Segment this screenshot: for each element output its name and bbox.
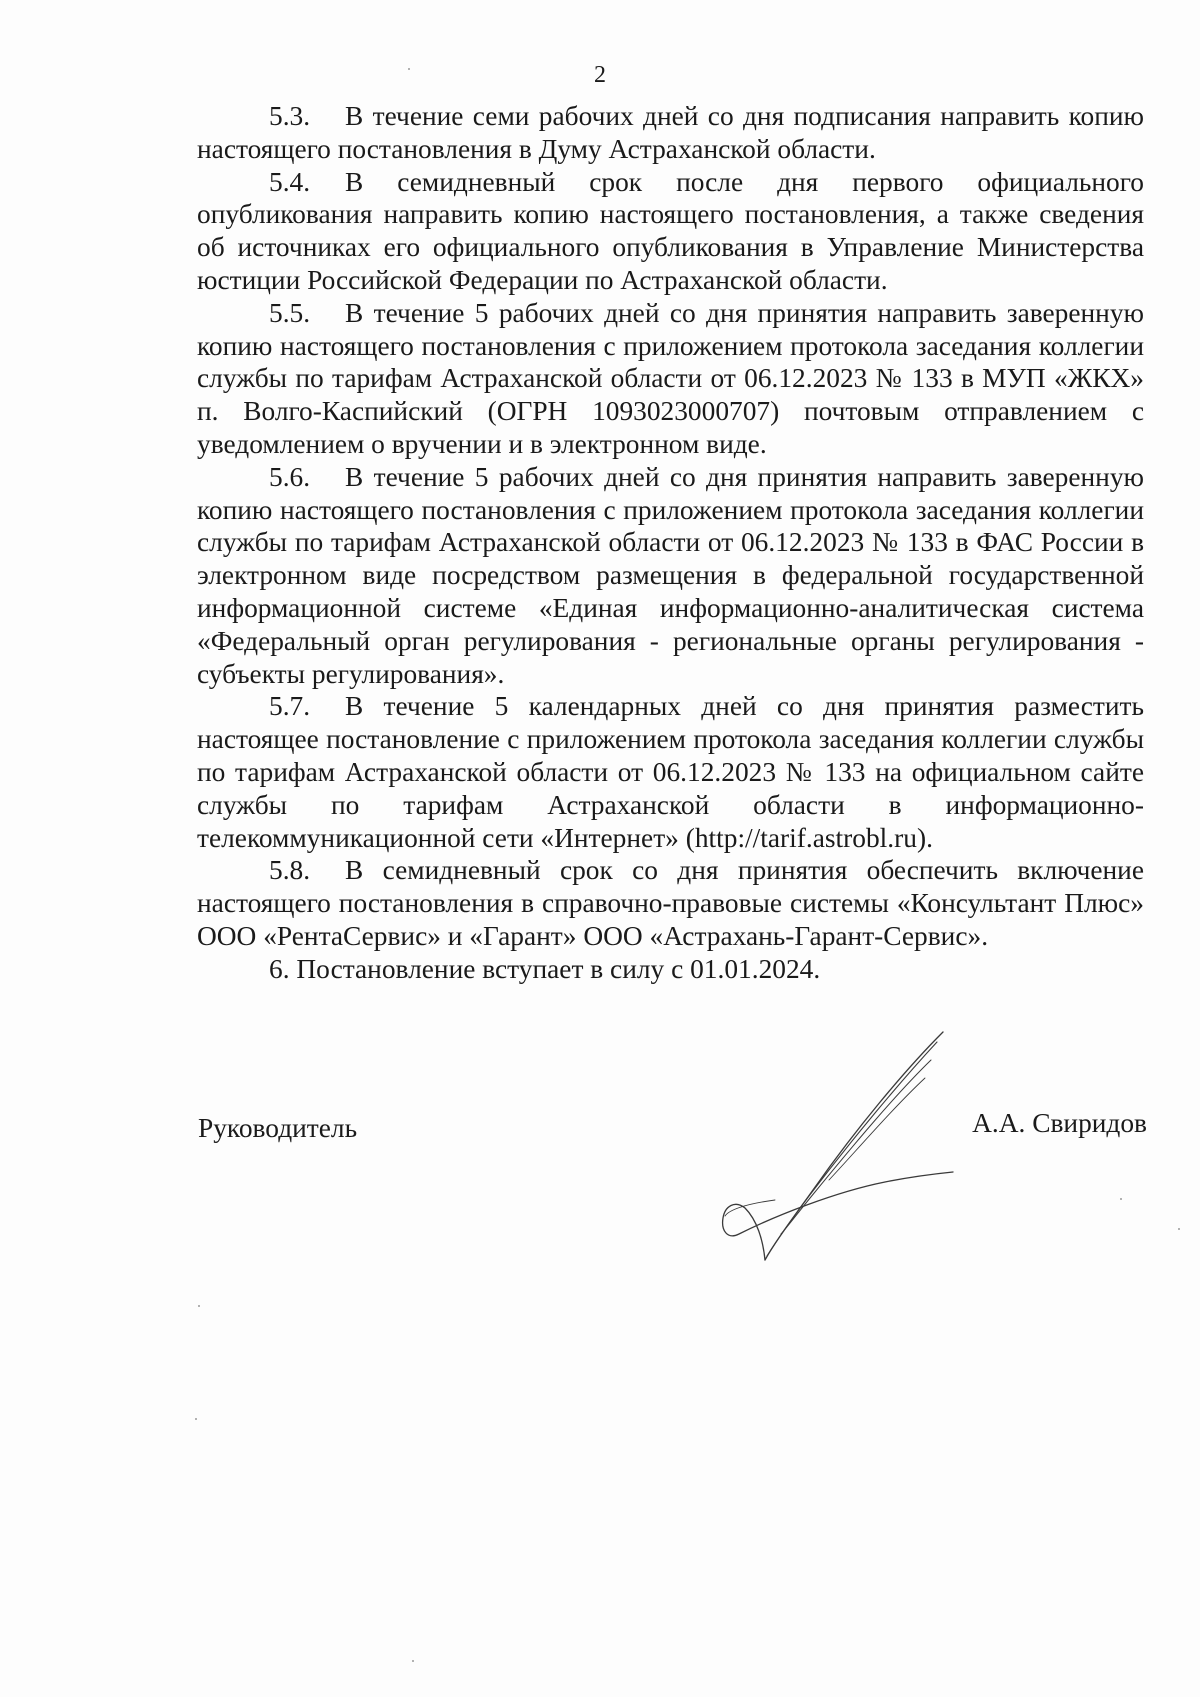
paragraph-5-4: [197, 166, 1144, 297]
page-number: 2: [594, 62, 606, 88]
paragraph-text: В семидневный срок после дня первого официального опубликования направить копию настоящего постановления, а также сведения об источниках его официального опубликования в Управление Министерства юстиции Российской Федерации по Астраханской области.: [197, 166, 1144, 295]
paragraph-number: 5.8.: [269, 855, 311, 886]
scan-speck: [412, 1660, 414, 1662]
scan-speck: [198, 1305, 200, 1307]
paragraph-number: 5.4.: [269, 166, 311, 197]
signatory-position: Руководитель: [198, 1113, 358, 1143]
paragraph-text: В течение семи рабочих дней со дня подписания направить копию настоящего постановления в Думу Астраханской области.: [197, 101, 1144, 164]
paragraph-number: 5.5.: [269, 297, 311, 328]
scan-speck: [1120, 1198, 1122, 1200]
paragraph-5-8: [197, 854, 1144, 952]
signatory-name: А.А. Свиридов: [972, 1108, 1147, 1138]
paragraph-5-3: [197, 100, 1144, 166]
paragraph-text: В течение 5 рабочих дней со дня принятия направить заверенную копию настоящего постановления с приложением протокола заседания коллегии службы по тарифам Астраханской области от 06.12.2023 № 133 в ФАС России в электронном виде посредством размещения в федеральной государственной информационной системе «Единая информационно-аналитическая система «Федеральный орган регулирования - региональные органы регулирования - субъекты регулирования».: [197, 461, 1144, 689]
paragraph-5-6: [197, 461, 1144, 691]
document-body: [197, 100, 1144, 986]
paragraph-number: 6.: [269, 953, 290, 984]
scan-speck: [1178, 1228, 1180, 1230]
scan-speck: [408, 68, 410, 70]
paragraph-number: 5.7.: [269, 691, 311, 722]
paragraph-5-5: [197, 297, 1144, 461]
scan-speck: [195, 1418, 197, 1420]
paragraph-number: 5.3.: [269, 101, 311, 131]
paragraph-text: В семидневный срок со дня принятия обеспечить включение настоящего постановления в справочно-правовые системы «Консультант Плюс» ООО «РентаСервис» и «Гарант» ООО «Астрахань-Гарант-Сервис».: [197, 855, 1144, 951]
paragraph-6: [197, 953, 1144, 986]
paragraph-text: Постановление вступает в силу с 01.01.2024.: [296, 953, 821, 984]
handwritten-signature: [705, 1020, 965, 1270]
paragraph-5-7: [197, 690, 1144, 854]
paragraph-text: В течение 5 календарных дней со дня принятия разместить настоящее постановление с приложением протокола заседания коллегии службы по тарифам Астраханской области от 06.12.2023 № 133 на официальном сайте службы по тарифам Астраханской области в информационно-телекоммуникационной сети «Интернет» (http://tarif.astrobl.ru).: [197, 691, 1144, 853]
paragraph-text: В течение 5 рабочих дней со дня принятия направить заверенную копию настоящего постановления с приложением протокола заседания коллегии службы по тарифам Астраханской области от 06.12.2023 № 133 в МУП «ЖКХ» п. Волго-Каспийский (ОГРН 1093023000707) почтовым отправлением с уведомлением о вручении и в электронном виде.: [197, 297, 1144, 459]
paragraph-number: 5.6.: [269, 461, 311, 492]
